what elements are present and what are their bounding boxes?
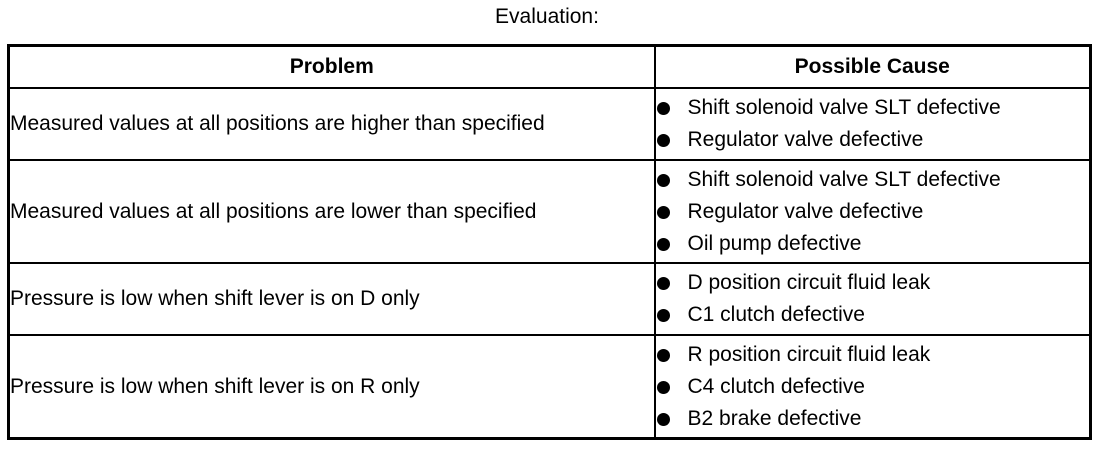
table-row (9, 88, 1091, 160)
cause-text: B2 brake defective (687, 406, 862, 430)
cause-text: Regulator valve defective (687, 128, 924, 151)
problem-cell: Measured values at all positions are lower than specified (9, 160, 655, 263)
problem-cell: Pressure is low when shift lever is on D only (9, 263, 655, 335)
bullet-icon (657, 102, 670, 115)
cause-text: Shift solenoid valve SLT defective (687, 167, 1001, 191)
bullet-icon (657, 134, 670, 147)
cause-text: Regulator valve defective (687, 199, 924, 223)
cause-list (656, 267, 1090, 331)
cause-item (656, 164, 1090, 196)
problem-cell: Pressure is low when shift lever is on R only (9, 335, 655, 439)
possible-cause-column-header: Possible Cause (655, 46, 1091, 89)
cause-item (656, 403, 1090, 435)
cause-text: R position circuit fluid leak (687, 342, 931, 366)
bullet-icon (657, 381, 670, 394)
causes-cell (655, 335, 1091, 439)
cause-item (656, 228, 1090, 260)
causes-cell (655, 263, 1091, 335)
cause-item (656, 124, 1090, 156)
cause-item (656, 339, 1090, 371)
cause-item (656, 92, 1090, 124)
cause-list (656, 339, 1090, 435)
bullet-icon (657, 206, 670, 219)
header-row (9, 46, 1091, 89)
cause-list (656, 164, 1090, 260)
cause-text: Shift solenoid valve SLT defective (687, 96, 1001, 119)
table-row (9, 160, 1091, 263)
causes-cell (655, 88, 1091, 160)
evaluation-table (7, 44, 1092, 440)
cause-item (656, 371, 1090, 403)
problem-cell: Measured values at all positions are higher than specified (9, 88, 655, 160)
cause-text: C1 clutch defective (687, 303, 865, 326)
bullet-icon (657, 413, 670, 426)
cause-text: Oil pump defective (687, 231, 862, 255)
evaluation-heading: Evaluation: (495, 5, 599, 28)
cause-list (656, 92, 1090, 156)
cause-item (656, 299, 1090, 331)
bullet-icon (657, 349, 670, 362)
cause-item (656, 196, 1090, 228)
bullet-icon (657, 238, 670, 251)
bullet-icon (657, 174, 670, 187)
cause-item (656, 267, 1090, 299)
problem-column-header: Problem (9, 46, 655, 89)
bullet-icon (657, 309, 670, 322)
causes-cell (655, 160, 1091, 263)
cause-text: D position circuit fluid leak (687, 271, 931, 294)
cause-text: C4 clutch defective (687, 374, 865, 398)
bullet-icon (657, 277, 670, 290)
table-row (9, 263, 1091, 335)
table-row (9, 335, 1091, 439)
